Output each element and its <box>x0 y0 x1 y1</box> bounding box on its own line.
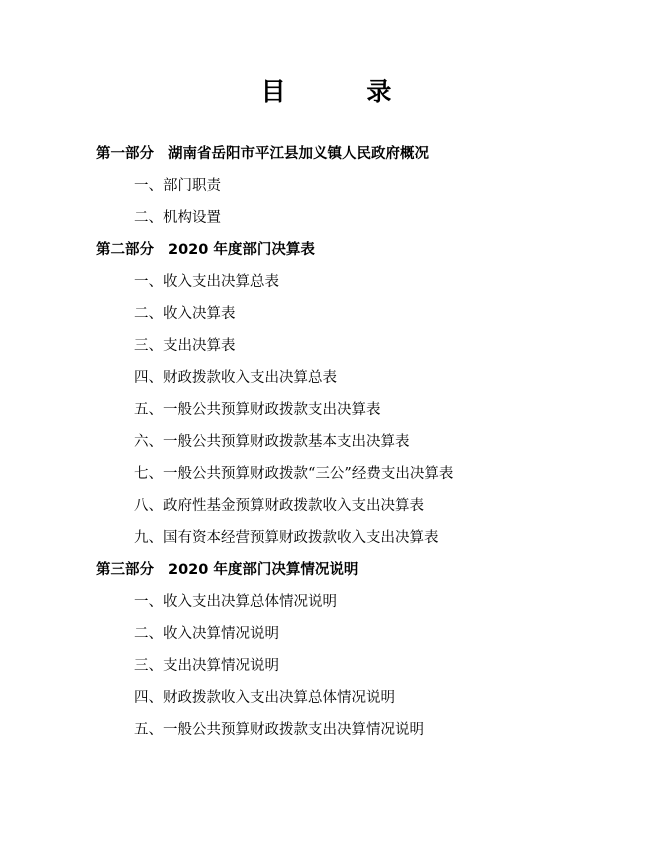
table-of-contents <box>0 143 652 751</box>
toc-part-label: 第三部分 <box>96 562 154 578</box>
toc-item[interactable]: 五、一般公共预算财政拨款支出决算情况说明 <box>134 722 424 738</box>
toc-item[interactable]: 九、国有资本经营预算财政拨款收入支出决算表 <box>134 530 439 546</box>
toc-item[interactable]: 七、一般公共预算财政拨款“三公”经费支出决算表 <box>134 466 454 482</box>
toc-item[interactable]: 二、机构设置 <box>134 210 221 226</box>
toc-part-1[interactable] <box>0 143 652 175</box>
toc-item[interactable]: 四、财政拨款收入支出决算总表 <box>134 370 337 386</box>
toc-part-title: 2020 年度部门决算表 <box>168 242 315 258</box>
toc-item[interactable]: 六、一般公共预算财政拨款基本支出决算表 <box>134 434 410 450</box>
page-title: 目 录 <box>260 77 428 106</box>
toc-part-label: 第二部分 <box>96 242 154 258</box>
toc-item[interactable]: 三、支出决算情况说明 <box>134 658 279 674</box>
toc-part-3[interactable] <box>0 559 652 591</box>
toc-item[interactable]: 五、一般公共预算财政拨款支出决算表 <box>134 402 381 418</box>
toc-part-label: 第一部分 <box>96 146 154 162</box>
toc-part-title: 2020 年度部门决算情况说明 <box>168 562 359 578</box>
toc-part-title: 湖南省岳阳市平江县加义镇人民政府概况 <box>168 146 429 162</box>
toc-item[interactable]: 二、收入决算情况说明 <box>134 626 279 642</box>
toc-item[interactable]: 一、部门职责 <box>134 178 221 194</box>
toc-item[interactable]: 二、收入决算表 <box>134 306 236 322</box>
toc-item[interactable]: 一、收入支出决算总体情况说明 <box>134 594 337 610</box>
toc-item[interactable]: 四、财政拨款收入支出决算总体情况说明 <box>134 690 395 706</box>
toc-part-2[interactable] <box>0 239 652 271</box>
toc-item[interactable]: 八、政府性基金预算财政拨款收入支出决算表 <box>134 498 424 514</box>
toc-item[interactable]: 一、收入支出决算总表 <box>134 274 279 290</box>
toc-item[interactable]: 三、支出决算表 <box>134 338 236 354</box>
